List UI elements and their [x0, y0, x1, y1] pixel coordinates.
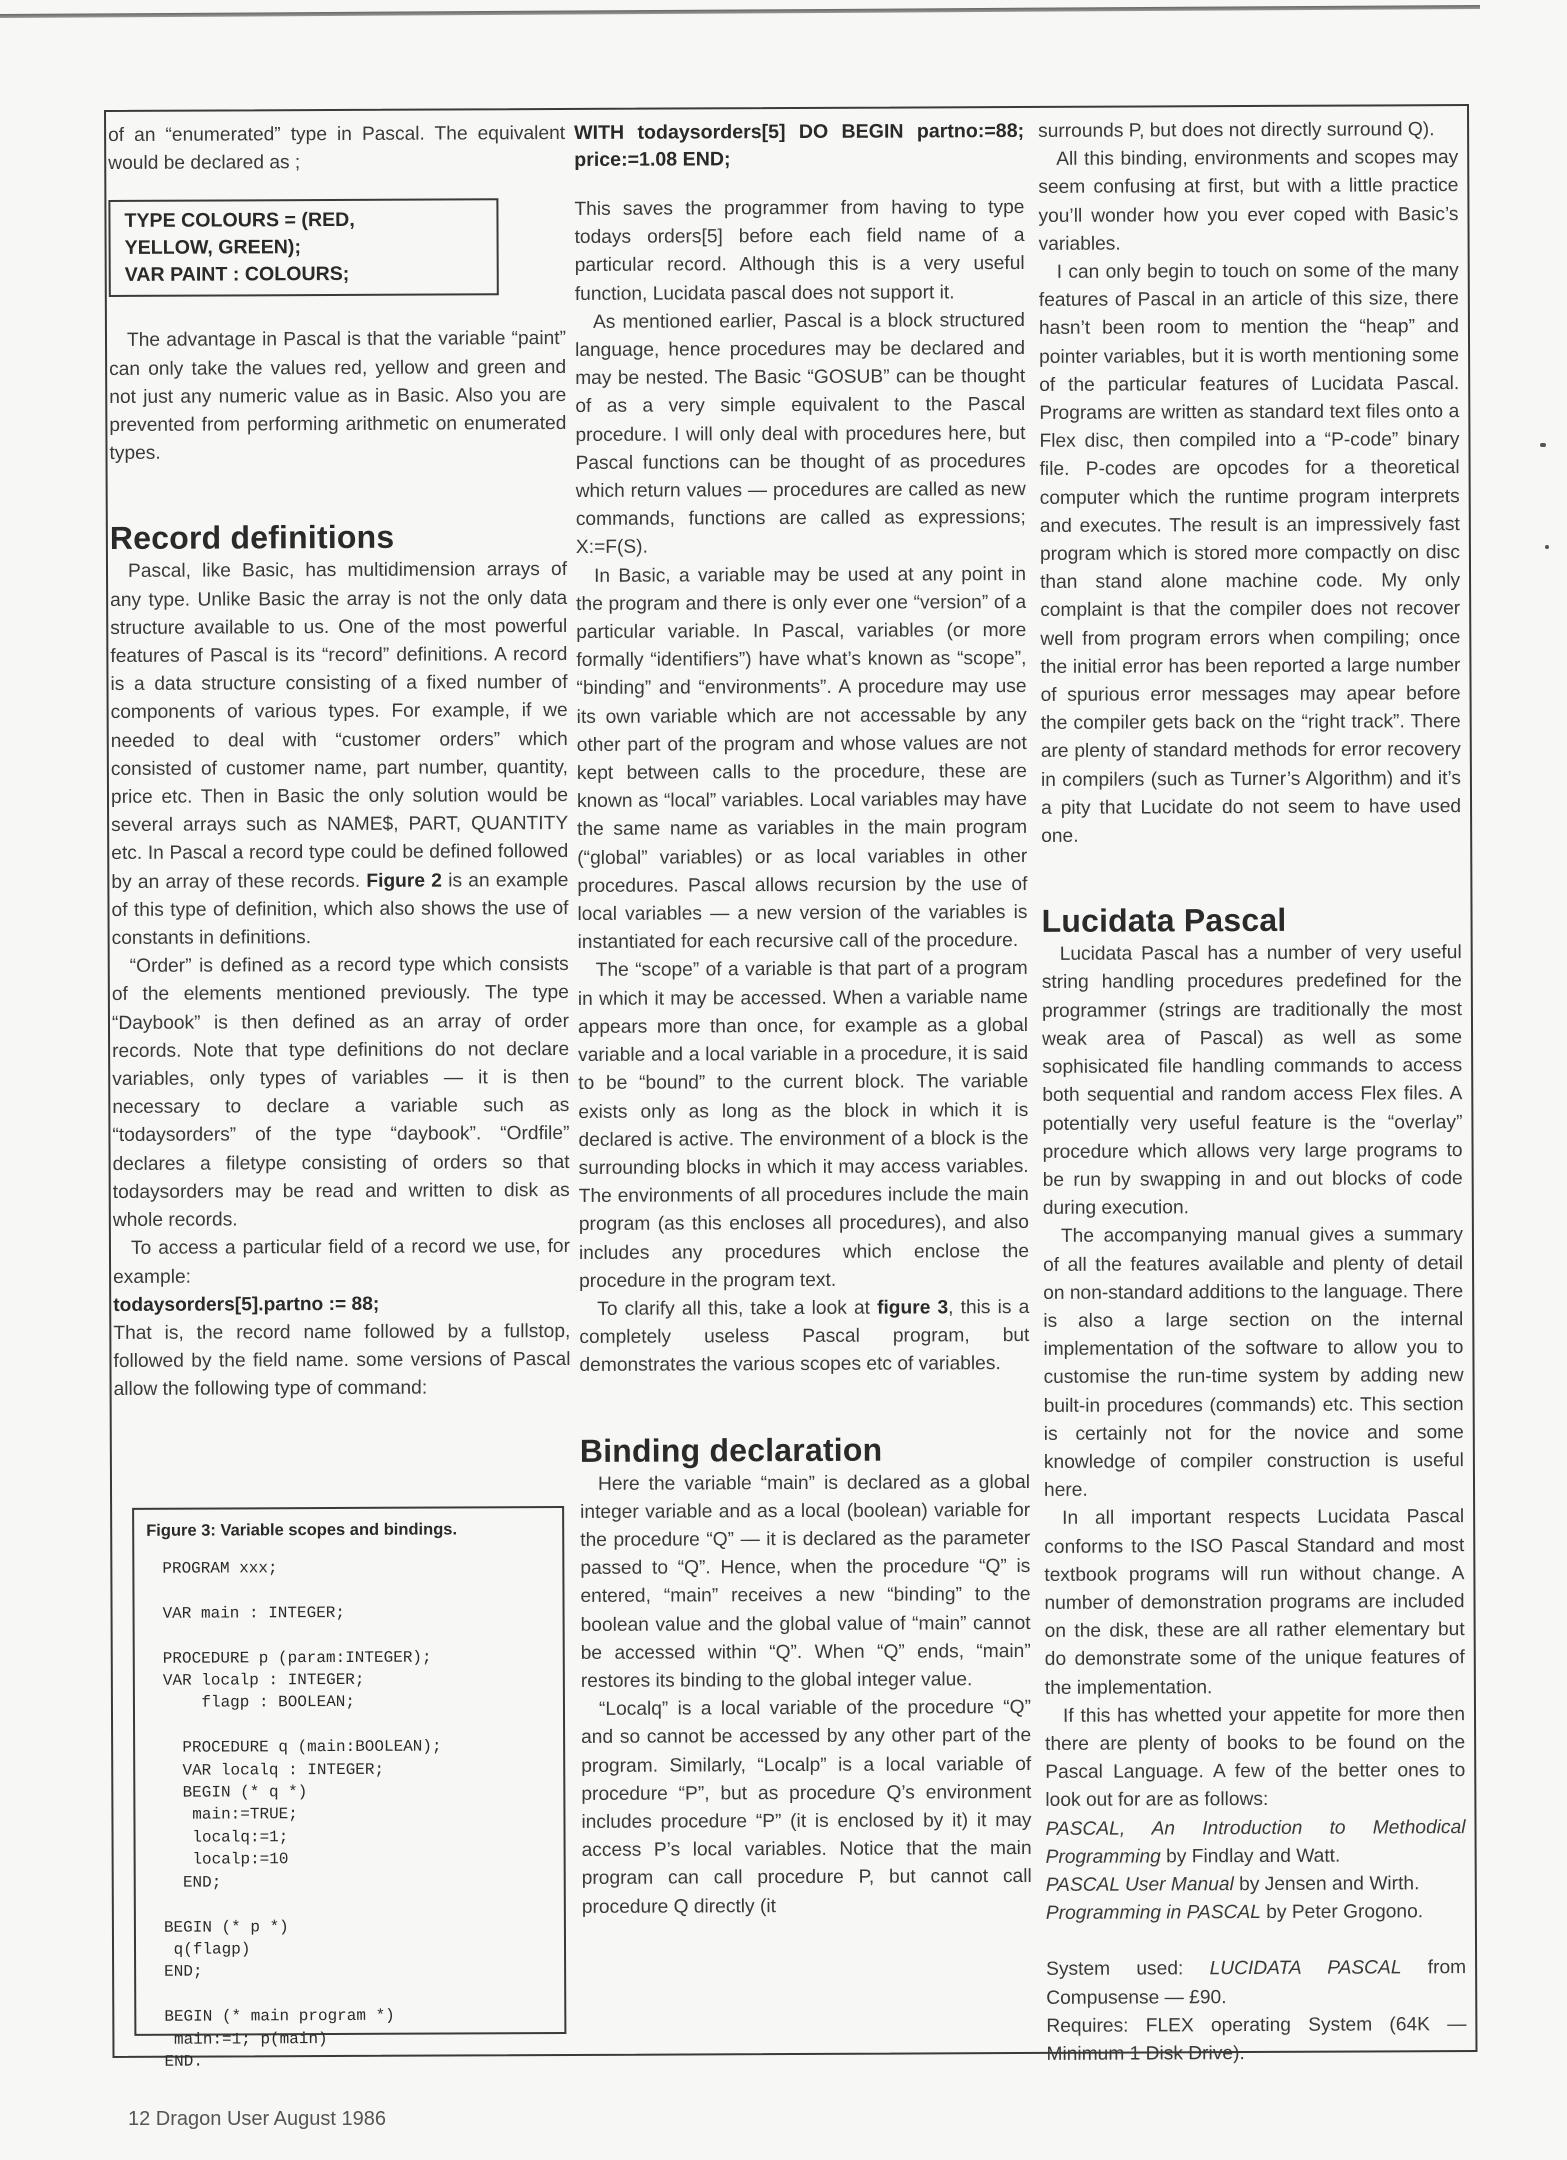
- code-line: PROGRAM xxx;: [162, 1559, 278, 1578]
- para-basic: In Basic, a variable may be used at any point in the program and there is only ever one “version” of a particular variable. In Pascal, variables (or more formally “identifiers”) have what’s known as “scope”, “binding” and “environments”. A procedure may use its own variable which are not accessable by any other part of the program and whose values are not kept between calls to the procedure, these are known as “local” variables. Local variables may have the same name as variables in the main program (“global” variables) or as local variables in other procedures. Pascal allows recursion by the use of local variables — a new version of the variables is instantiated for each recursive call of the procedure.: [576, 563, 1028, 954]
- enum-code-box: [108, 199, 498, 298]
- heading-lucidata-pascal: Lucidata Pascal: [1041, 902, 1287, 940]
- code-line: ​: [162, 1626, 163, 1645]
- code-line: flagp : BOOLEAN;: [162, 1693, 356, 1713]
- para-binding: Here the variable “main” is declared as a global integer variable and as a local (boolean) variable for the procedure “Q” — it is declared as the parameter passed to “Q”. Hence, when the procedure “Q” is entered, “main” receives a new “binding” to the boolean value and the global value of “main” cannot be accessed within “Q”. When “Q” ends, “main” restores its binding to the global integer value.: [580, 1471, 1031, 1692]
- code-line: VAR localq : INTEGER;: [163, 1760, 385, 1780]
- code-line: main:=1; p(main): [164, 2029, 328, 2049]
- column-3: [1038, 116, 1467, 2069]
- code-line: BEGIN (* p *): [163, 1917, 289, 1937]
- system-used-label: System used:: [1046, 1958, 1210, 1981]
- para-text: is an example of this type of definition, which also shows the use of constants in definitions.: [111, 869, 569, 950]
- para-surrounds: surrounds P, but does not directly surround Q).: [1038, 119, 1435, 142]
- code-line: END;: [163, 1873, 222, 1892]
- code-line: VAR main : INTEGER;: [162, 1603, 346, 1623]
- figure-2-ref: Figure 2: [366, 870, 442, 892]
- access-code: todaysorders[5].partno := 88;: [113, 1293, 380, 1316]
- para-all-this: All this binding, environments and scopes may seem confusing at first, but with a little practice you’ll wonder how you ever coped with Basic’s variables.: [1038, 147, 1459, 255]
- para-text: Pascal, like Basic, has multidimension arrays of any type. Unlike Basic the array is not the only data structure available to us. One of the most powerful features of Pascal is its “record” definitions. A record is a data structure consisting of a fixed number of components of various types. For example, if we needed to deal with “customer orders” which consisted of customer name, part number, quantity, price etc. Then in Basic the only solution would be several arrays such as NAME$, PART, QUANTITY etc. In Pascal a record type could be defined followed by an array of these records.: [110, 559, 569, 893]
- code-line: ​: [163, 1895, 164, 1914]
- page-footer: 12 Dragon User August 1986: [128, 2108, 386, 2130]
- para-localq: “Localq” is a local variable of the procedure “Q” and so cannot be accessed by any other part of the program. Similarly, “Localp” is a local variable of procedure “P”, but as procedure Q’s environment includes procedure “P” (it is enclosed by it) it may access P’s local variables. Notice that the main program can call procedure P, but cannot call procedure Q directly (it: [581, 1697, 1032, 1918]
- figure-3-ref: figure 3: [877, 1297, 949, 1319]
- book-title: Programming in PASCAL: [1045, 1902, 1261, 1925]
- para-access: To access a particular field of a record we use, for example:: [113, 1236, 571, 1288]
- book-title: PASCAL User Manual: [1045, 1874, 1234, 1896]
- article-frame: [104, 104, 1477, 2071]
- code-line: TYPE COLOURS = (RED,: [124, 209, 355, 233]
- code-line: PROCEDURE p (param:INTEGER);: [162, 1648, 432, 1668]
- code-line: ​: [163, 1716, 164, 1735]
- top-rule: [0, 5, 1480, 18]
- book-author: by Findlay and Watt.: [1160, 1845, 1341, 1868]
- para-block: As mentioned earlier, Pascal is a block structured language, hence procedures may be declared and may be nested. The Basic “GOSUB” can be thought of as a very simple equivalent to the Pascal procedure. I will only deal with procedures here, but Pascal functions can be thought of as procedures which return values — procedures are called as new commands, functions are called as expressions; X:=F(S).: [575, 309, 1026, 559]
- para-text: , this is a completely useless Pascal program, but demonstrates the various scopes etc of variables.: [579, 1296, 1030, 1377]
- para-text: To clarify all this, take a look at: [597, 1297, 870, 1320]
- margin-mark: [1545, 545, 1549, 549]
- book-author: by Peter Grogono.: [1260, 1901, 1424, 1924]
- margin-mark: [1540, 443, 1546, 447]
- code-line: VAR localp : INTEGER;: [162, 1670, 365, 1690]
- book-item: [1046, 1898, 1466, 1928]
- price-info: from Compusense — £90.: [1046, 1957, 1467, 2009]
- code-line: BEGIN (* q *): [163, 1783, 308, 1802]
- spacer: [1046, 1926, 1466, 1956]
- code-line: localp:=10: [163, 1850, 289, 1870]
- heading-binding-declaration: Binding declaration: [579, 1431, 883, 1469]
- para-advantage: The advantage in Pascal is that the variable “paint” can only take the values red, yellow and green and not just any numeric value as in Basic. Also you are prevented from performing arithmetic on enumerated types.: [109, 328, 567, 465]
- para-fullstop: That is, the record name followed by a fullstop, followed by the field name. some versions of Pascal allow the following type of command:: [113, 1320, 571, 1401]
- para-lucidata: Lucidata Pascal has a number of very useful string handling procedures predefined for the programmer (strings are traditionally the most weak area of Pascal) as well as some sophisicated file handling commands to access both sequential and random access Flex files. A potentially very useful feature is the “overlay” procedure which allows very large programs to be run by swapping in and out blocks of code during execution.: [1041, 942, 1463, 1220]
- column-1: [108, 120, 571, 1404]
- requirements: Requires: FLEX operating System (64K — Minimum 1 Disk Drive).: [1046, 2013, 1467, 2065]
- code-line: VAR PAINT : COLOURS;: [124, 263, 350, 287]
- system-used: [1046, 1954, 1466, 2012]
- code-line: localq:=1;: [163, 1828, 289, 1847]
- code-line: PROCEDURE q (main:BOOLEAN);: [163, 1737, 442, 1758]
- para-touch: I can only begin to touch on some of the many features of Pascal in an article of this size, there hasn’t been room to mention the “heap” and pointer variables, but it is worth mentioning some of the particular features of Lucidata Pascal. Programs are written as standard text files onto a Flex disc, then compiled into a “P-code” binary file. P-codes are opcodes for a theoretical computer which the runtime program interprets and executes. The result is an impressively fast program which is stored more compactly on disc than stand alone machine code. My only complaint is that the compiler does not recover well from program errors when compiling; once the initial error has been reported a large number of spurious error messages may apear before the compiler gets back on the “right track”. There are plenty of standard methods for error recovery in compilers (such as Turner’s Algorithm) and it’s a pity that Lucidate do not seem to have used one.: [1038, 260, 1462, 847]
- para-saves: This saves the programmer from having to type todays orders[5] before each field name of a particular record. Although this is a very useful function, Lucidata pascal does not support it.: [574, 196, 1025, 305]
- para-clarify: [579, 1294, 1029, 1381]
- para-order: “Order” is defined as a record type which consists of the elements mentioned previously. The type “Daybook” is then defined as an array of order records. Note that type definitions do not declare variables, only types of variables — it is then necessary to declare a variable such as “todaysorders” of the type “daybook”. “Ordfile” declares a filetype consisting of orders so that todaysorders may be read and written to disk as whole records.: [111, 954, 570, 1232]
- code-line: END;: [164, 1962, 203, 1982]
- code-line: main:=TRUE;: [163, 1805, 298, 1825]
- code-line: q(flagp): [163, 1940, 251, 1959]
- para-iso: In all important respects Lucidata Pascal conforms to the ISO Pascal Standard and most textbook programs will run without change. A number of demonstration programs are included on the disk, these are all rather elementary but do demonstrate some of the unique features of the implementation.: [1044, 1506, 1465, 1699]
- figure-3-title: Figure 3: Variable scopes and bindings.: [146, 1520, 458, 1540]
- code-line: END.: [164, 2052, 203, 2071]
- code-line: ​: [162, 1582, 163, 1601]
- heading-record-definitions: Record definitions: [109, 519, 395, 557]
- code-line: YELLOW, GREEN);: [124, 236, 301, 260]
- para-scope: The “scope” of a variable is that part of a program in which it may be accessed. When a variable name appears more than once, for example as a global variable and a local variable in a procedure, it is said to be “bound” to the current block. The variable exists only as long as the block in which it is declared is active. The environment of a block is the surrounding blocks in which it may access variables. The environments of all procedures include the main program (as this encloses all procedures), and also includes any procedures which enclose the procedure in the program text.: [577, 958, 1030, 1292]
- book-item: [1045, 1814, 1465, 1872]
- para-manual: The accompanying manual gives a summary of all the features available and plenty of detail on non-standard additions to the language. There is also a large section on the internal implementation of the software to allow you to customise the run-time system by adding new built-in procedures (commands) etc. This section is certainly not for the novice and some knowledge of compiler construction is useful here.: [1043, 1224, 1464, 1502]
- product-name: LUCIDATA PASCAL: [1209, 1957, 1402, 1980]
- para-records: [110, 556, 569, 953]
- figure-3-code: [162, 1556, 552, 2073]
- with-statement: WITH todaysorders[5] DO BEGIN partno:=88; price:=1.08 END;: [574, 119, 1025, 171]
- book-title: PASCAL, An Introduction to Methodical Programming: [1045, 1816, 1466, 1868]
- book-author: by Jensen and Wirth.: [1233, 1873, 1420, 1896]
- intro-text: of an “enumerated” type in Pascal. The equivalent would be declared as ;: [108, 122, 566, 175]
- code-line: BEGIN (* main program *): [164, 2006, 395, 2026]
- column-2: [574, 118, 1032, 1922]
- figure-3-box: [132, 1506, 566, 2071]
- book-item: [1046, 1870, 1466, 1900]
- code-line: ​: [164, 1985, 165, 2004]
- para-books: If this has whetted your appetite for more then there are plenty of books to be found on the Pascal Language. A few of the better ones to look out for are as follows:: [1045, 1703, 1466, 1812]
